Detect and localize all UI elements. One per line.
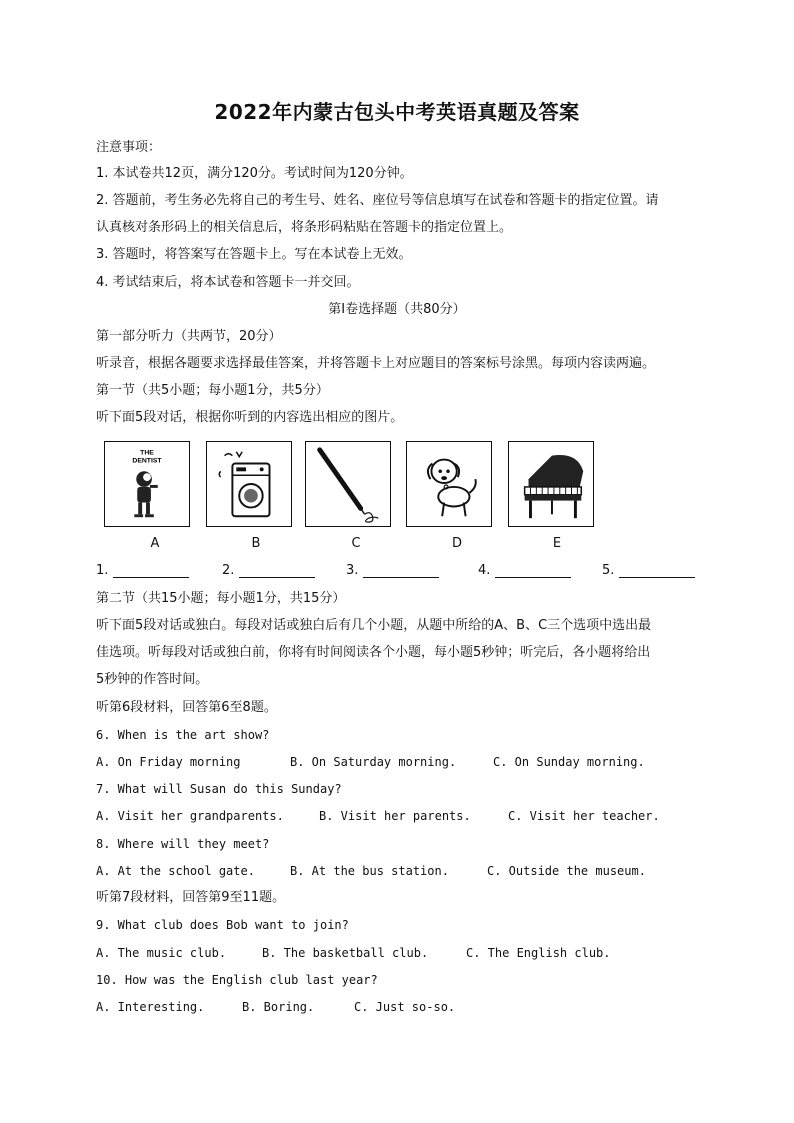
notice-item: 2. 答题前，考生务必先将自己的考生号、姓名、座位号等信息填写在试卷和答题卡的指定位置。请 [96, 193, 659, 208]
notice-item: 1. 本试卷共12页，满分120分。考试时间为120分钟。 [96, 166, 413, 181]
section2-instruction: 5秒钟的作答时间。 [96, 672, 209, 687]
option-a[interactable]: A. Visit her grandparents. [96, 809, 284, 823]
option-a[interactable]: A. The music club. [96, 946, 227, 960]
picture-label: A [150, 536, 160, 551]
picture-label: D [451, 536, 462, 551]
material-heading: 听第7段材料，回答第9至11题。 [96, 890, 286, 905]
notice-item: 3. 答题时，将答案写在答题卡上。写在本试卷上无效。 [96, 247, 412, 262]
section1-heading: 第一节（共5小题；每小题1分，共5分） [96, 383, 329, 398]
blank-number: 3. [346, 563, 359, 578]
question-text: 10. How was the English club last year? [96, 973, 378, 987]
picture-e [508, 441, 594, 527]
washing-machine-icon [207, 442, 291, 526]
picture-b [206, 441, 292, 527]
option-a[interactable]: A. Interesting. [96, 1000, 205, 1014]
answer-blank-1[interactable] [96, 563, 189, 578]
question-text: 6. When is the art show? [96, 728, 270, 742]
blank-number: 2. [222, 563, 235, 578]
option-b[interactable]: B. At the bus station. [290, 864, 449, 878]
blank-number: 5. [602, 563, 615, 578]
picture-label: B [251, 536, 261, 551]
material-heading: 听第6段材料，回答第6至8题。 [96, 700, 277, 715]
part1-heading: 第一部分听力（共两节，20分） [96, 329, 282, 344]
option-c[interactable]: C. Just so-so. [354, 1000, 456, 1014]
volume-heading: 第Ⅰ卷选择题（共80分） [328, 302, 466, 317]
puppy-icon [407, 442, 491, 526]
question-text: 9. What club does Bob want to join? [96, 918, 349, 932]
pen-icon [306, 442, 390, 526]
answer-blank-4[interactable] [478, 563, 571, 578]
notice-item: 4. 考试结束后，将本试卷和答题卡一并交回。 [96, 275, 360, 290]
blank-number: 1. [96, 563, 109, 578]
option-c[interactable]: C. The English club. [466, 946, 611, 960]
blank-number: 4. [478, 563, 491, 578]
option-b[interactable]: B. On Saturday morning. [290, 755, 457, 769]
option-c[interactable]: C. Visit her teacher. [508, 809, 660, 823]
option-b[interactable]: B. Visit her parents. [319, 809, 471, 823]
part1-instruction: 听录音，根据各题要求选择最佳答案，并将答题卡上对应题目的答案标号涂黑。每项内容读两遍。 [96, 356, 656, 371]
option-b[interactable]: B. Boring. [242, 1000, 315, 1014]
section2-heading: 第二节（共15小题；每小题1分，共15分） [96, 591, 346, 606]
answer-blank-2[interactable] [222, 563, 315, 578]
notice-heading: 注意事项： [96, 140, 162, 155]
section2-instruction: 佳选项。听每段对话或独白前，你将有时间阅读各个小题，每小题5秒钟；听完后，各小题将给出 [96, 645, 651, 660]
option-a[interactable]: A. At the school gate. [96, 864, 255, 878]
section2-instruction: 听下面5段对话或独白。每段对话或独白后有几个小题，从题中所给的A、B、C三个选项中选出最 [96, 618, 652, 633]
picture-a [104, 441, 190, 527]
picture-d [406, 441, 492, 527]
picture-label: C [351, 536, 361, 551]
notice-item: 认真核对条形码上的相关信息后，将条形码粘贴在答题卡的指定位置上。 [96, 220, 513, 235]
question-text: 7. What will Susan do this Sunday? [96, 782, 342, 796]
caption-line: DENTIST [132, 457, 162, 465]
page-title: 2022年内蒙古包头中考英语真题及答案 [214, 100, 580, 124]
picture-label: E [552, 536, 562, 551]
piano-icon [509, 442, 593, 526]
caption-line: THE [140, 449, 154, 457]
answer-blank-3[interactable] [346, 563, 439, 578]
option-b[interactable]: B. The basketball club. [262, 946, 429, 960]
section1-instruction: 听下面5段对话，根据你听到的内容选出相应的图片。 [96, 410, 404, 425]
picture-c [305, 441, 391, 527]
dentist-book-icon [105, 442, 189, 526]
option-c[interactable]: C. Outside the museum. [487, 864, 646, 878]
answer-blank-5[interactable] [602, 563, 695, 578]
question-text: 8. Where will they meet? [96, 837, 270, 851]
option-c[interactable]: C. On Sunday morning. [493, 755, 645, 769]
option-a[interactable]: A. On Friday morning [96, 755, 241, 769]
